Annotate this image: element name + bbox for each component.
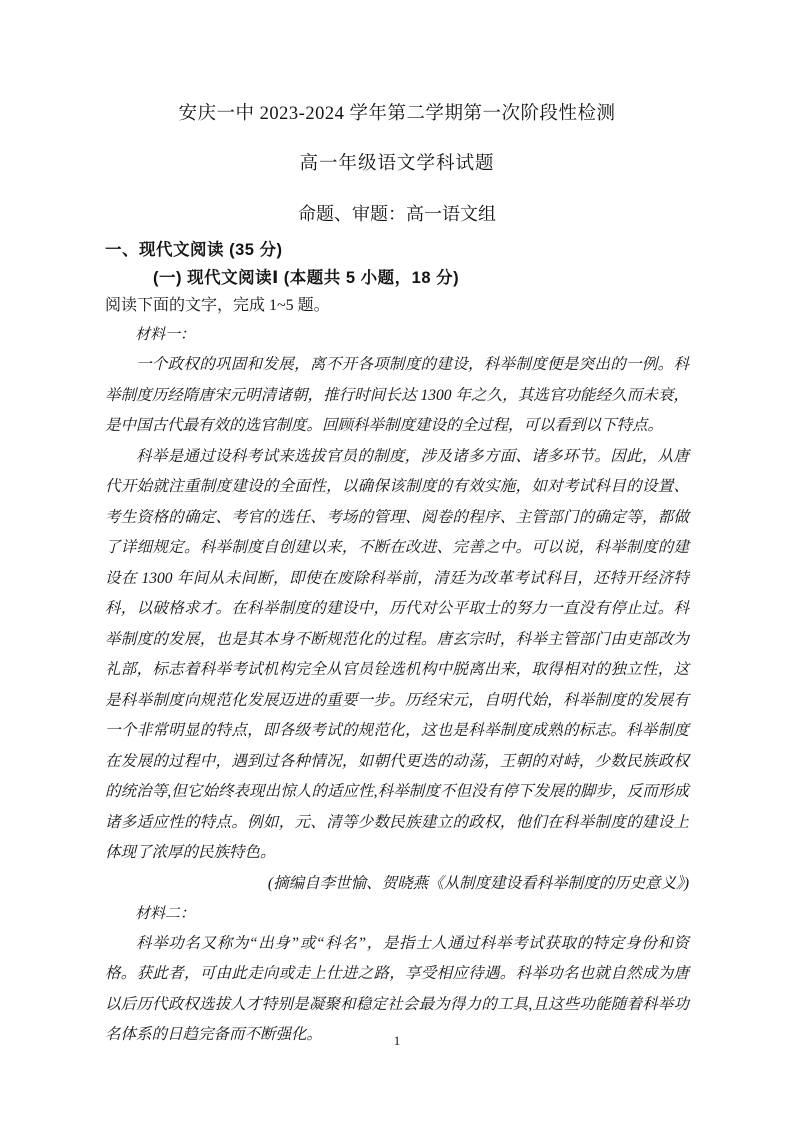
doc-subtitle: 高一年级语文学科试题 <box>299 154 495 174</box>
subsection-heading-modern-reading-1: (一) 现代文阅读Ⅰ (本题共 5 小题，18 分) <box>153 269 460 287</box>
material-two-paragraph: 科举功名又称为“出身”或“科名”，是指士人通过科举考试获取的特定身份和资格。获此者，可由此走向或走上仕进之路，享受相应待遇。科举功名也就自然成为唐以后历代政权选拔人才特别是凝聚和稳定社会最为得力的工具,且这些功能随着科举功名体系的日趋完备而不断强化。 <box>105 934 689 1043</box>
material-one-label: 材料一： <box>135 327 196 343</box>
section-heading-modern-reading: 一、现代文阅读 (35 分) <box>105 241 283 259</box>
material-one-attribution: (摘编自李世愉、贺晓燕《从制度建设看科举制度的历史意义》) <box>267 874 689 892</box>
material-one-paragraph: 科举是通过设科考试来选拔官员的制度，涉及诸多方面、诸多环节。因此，从唐代开始就注重制度建设的全面性，以确保该制度的有效实施，如对考试科目的设置、考生资格的确定、考官的选任、考场的管理、阅卷的程序、主管部门的确定等，都做了详细规定。科举制度自创建以来，不断在改进、完善之中。可以说，科举制度的建设在 1300 年间从未间断，即使在废除科举前，清廷为改革考试科目，还特开经济特科，以破格求才。在科举制度的建设中，历代对公平取士的努力一直没有停止过。科举制度的发展，也是其本身不断规范化的过程。唐玄宗时，科举主管部门由吏部改为礼部，标志着科举考试机构完全从官员铨选机构中脱离出来，取得相对的独立性，这是科举制度向规范化发展迈进的重要一步。历经宋元，自明代始，科举制度的发展有一个非常明显的特点，即各级考试的规范化，这也是科举制度成熟的标志。科举制度在发展的过程中，遇到过各种情况，如朝代更迭的动荡，王朝的对峙，少数民族政权的统治等,但它始终表现出惊人的适应性,科举制度不但没有停下发展的脚步，反而形成诸多适应性的特点。例如，元、清等少数民族建立的政权，他们在科举制度的建设上体现了浓厚的民族特色。 <box>105 447 689 861</box>
material-two-label: 材料二： <box>135 905 196 922</box>
doc-title: 安庆一中 2023-2024 学年第二学期第一次阶段性检测 <box>178 104 616 124</box>
reading-instructions: 阅读下面的文字，完成 1~5 题。 <box>105 297 330 314</box>
material-one-paragraph: 一个政权的巩固和发展，离不开各项制度的建设，科举制度便是突出的一例。科举制度历经隋唐宋元明清诸朝，推行时间长达 1300 年之久，其选官功能经久而未衰，是中国古代最有效的选官制度。回顾科举制度建设的全过程，可以看到以下特点。 <box>105 356 689 434</box>
setters-line: 命题、审题：高一语文组 <box>298 204 496 224</box>
page-number: 1 <box>393 1033 401 1048</box>
